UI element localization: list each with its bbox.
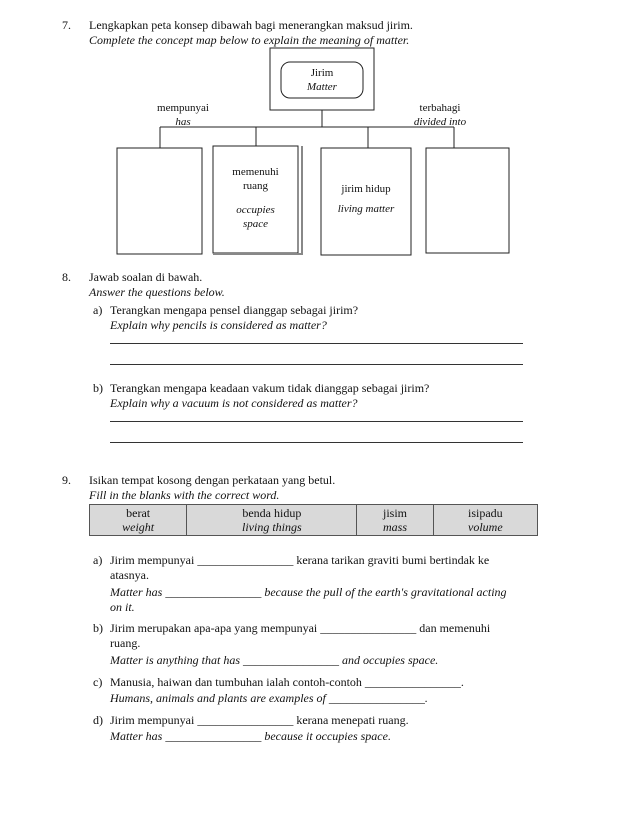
question-9-number: 9. [62, 473, 71, 487]
link-left-ms: mempunyai [157, 102, 209, 114]
q9b-text-ms-1: Jirim merupakan apa-apa yang mempunyai ________________ dan memenuhi [110, 621, 491, 635]
word-en: living things [241, 520, 302, 534]
q9a-text-ms-1: Jirim mempunyai ________________ kerana tarikan graviti bumi bertindak ke [110, 553, 490, 567]
link-right-ms: terbahagi [419, 102, 461, 114]
concept-root-en: Matter [307, 81, 337, 93]
q9c-text-ms: Manusia, haiwan dan tumbuhan ialah contoh-contoh ________________. [110, 675, 464, 689]
word-en: volume [468, 520, 503, 534]
q9d-text-ms: Jirim mempunyai ________________ kerana menepati ruang. [110, 713, 409, 727]
q8a-text-ms: Terangkan mengapa pensel dianggap sebagai jirim? [110, 303, 359, 317]
link-right-en: divided into [413, 116, 467, 128]
q8b-answer-line-1[interactable] [110, 421, 523, 422]
q9b-text-ms-2: ruang. [110, 636, 141, 650]
box2-ms-line2: ruang [242, 180, 269, 192]
question-8-text-en: Answer the questions below. [89, 285, 225, 299]
q8a-label: a) [93, 303, 103, 317]
word-bank-cell [433, 505, 537, 536]
word-en: mass [383, 520, 408, 534]
q9a-text-ms-2: atasnya. [110, 568, 149, 582]
word-ms: isipadu [467, 506, 503, 520]
q8a-text-en: Explain why pencils is considered as matter? [110, 318, 327, 332]
question-8-text-ms: Jawab soalan di bawah. [89, 270, 203, 284]
box2-en-line2: space [242, 218, 269, 230]
word-bank-cell [90, 505, 187, 536]
q8b-label: b) [93, 381, 103, 395]
word-en: weight [122, 520, 155, 534]
q9b-text-en: Matter is anything that has ________________ and occupies space. [110, 653, 439, 667]
word-bank-cell [357, 505, 433, 536]
q9a-label: a) [93, 553, 103, 567]
box2-en-line1: occupies [236, 204, 275, 216]
question-9-text-ms: Isikan tempat kosong dengan perkataan yang betul. [89, 473, 336, 487]
q8a-answer-line-1[interactable] [110, 343, 523, 344]
q9c-label: c) [93, 675, 103, 689]
word-ms: jisim [383, 506, 408, 520]
word-bank-cell [187, 505, 357, 536]
word-bank-table [89, 504, 538, 536]
q9b-label: b) [93, 621, 103, 635]
question-7-text-en: Complete the concept map below to explain the meaning of matter. [89, 33, 410, 47]
q9d-text-en: Matter has ________________ because it occupies space. [110, 729, 391, 743]
question-8-number: 8. [62, 270, 71, 284]
concept-map-lines [0, 0, 638, 260]
q8b-answer-line-2[interactable] [110, 442, 523, 443]
box3-en: living matter [337, 203, 395, 215]
q9a-text-en-2: on it. [110, 600, 135, 614]
q8b-text-en: Explain why a vacuum is not considered as matter? [110, 396, 358, 410]
question-7-text-ms: Lengkapkan peta konsep dibawah bagi menerangkan maksud jirim. [89, 18, 413, 32]
box2-ms-line1: memenuhi [232, 166, 279, 178]
q8a-answer-line-2[interactable] [110, 364, 523, 365]
question-7-number: 7. [62, 18, 71, 32]
question-9-text-en: Fill in the blanks with the correct word. [89, 488, 280, 502]
q9d-label: d) [93, 713, 103, 727]
link-left-en: has [175, 116, 191, 128]
q9c-text-en: Humans, animals and plants are examples of ________________. [110, 691, 428, 705]
q9a-text-en-1: Matter has ________________ because the pull of the earth's gravitational acting [110, 585, 507, 599]
box3-ms: jirim hidup [341, 183, 391, 195]
q8b-text-ms: Terangkan mengapa keadaan vakum tidak dianggap sebagai jirim? [110, 381, 430, 395]
concept-root-ms: Jirim [310, 67, 334, 79]
word-ms: berat [126, 506, 151, 520]
word-ms: benda hidup [242, 506, 302, 520]
